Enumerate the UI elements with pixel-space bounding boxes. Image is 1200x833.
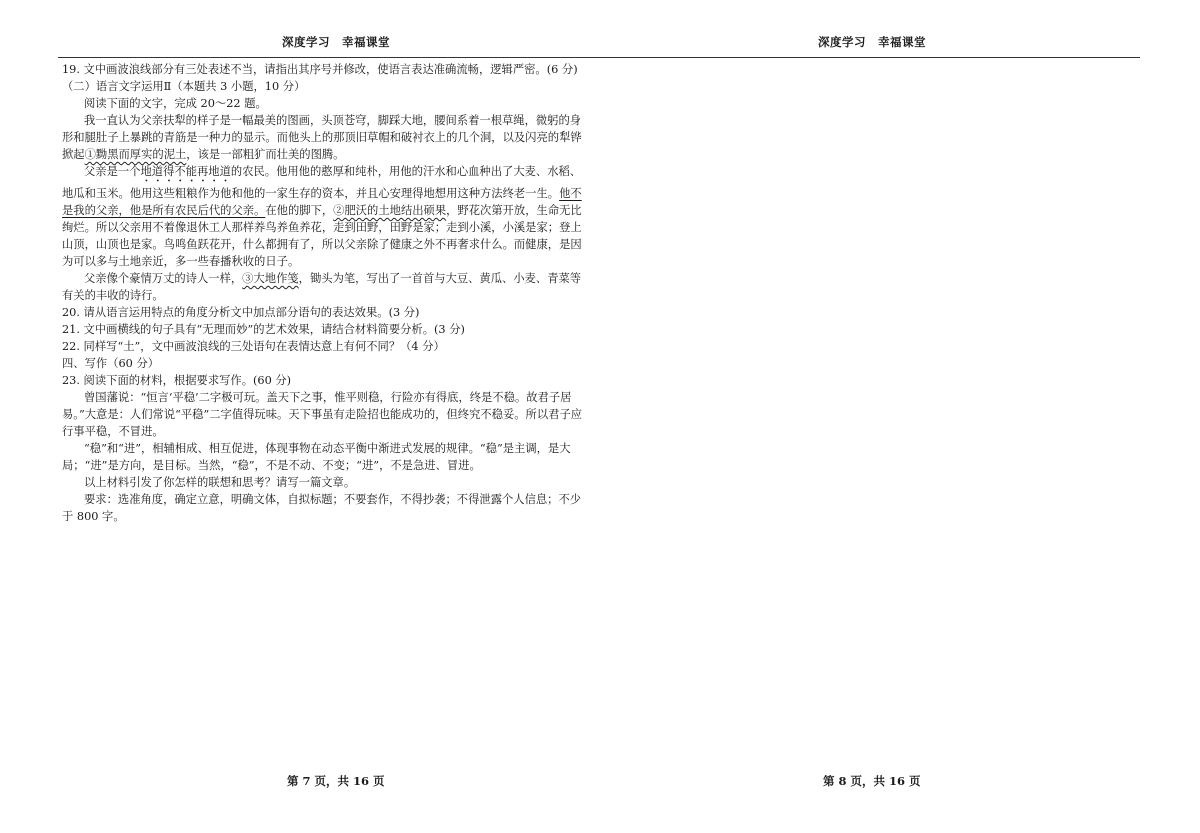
section-heading-writing: 四、写作（60 分） xyxy=(62,357,160,370)
passage-text: 父亲像个豪情万丈的诗人一样， xyxy=(84,272,243,285)
question-19: 19. 文中画波浪线部分有三处表述不当，请指出其序号并修改，使语言表达准确流畅，逻辑严密。(6 分) xyxy=(62,63,578,76)
wavy-underlined-phrase-1: ①黝黑而厚实的泥土 xyxy=(84,148,187,161)
section-heading-language-use-2: （二）语言文字运用Ⅱ（本题共 3 小题，10 分） xyxy=(62,80,306,93)
wavy-underlined-phrase-2: ②肥沃的土地结出硕果 xyxy=(333,204,447,217)
material-paragraph-2: “稳”和“进”，相辅相成、相互促进，体现事物在动态平衡中渐进式发展的规律。“稳”是主调，是大局；“进”是方向，是目标。当然，“稳”，不是不动、不变；“进”，不是急进、冒进。 xyxy=(62,442,571,472)
header-divider xyxy=(58,57,1140,58)
writing-requirements: 要求：选准角度，确定立意，明确文体，自拟标题；不要套作，不得抄袭；不得泄露个人信息；不少于 800 字。 xyxy=(62,493,582,523)
passage-text: ，该是一部粗犷而壮美的图腾。 xyxy=(186,148,345,161)
page-header-right: 深度学习 幸福课堂 xyxy=(818,35,926,49)
question-21: 21. 文中画横线的句子具有“无理而妙”的艺术效果，请结合材料简要分析。(3 分) xyxy=(62,323,465,336)
question-22: 22. 同样写“土”，文中画波浪线的三处语句在表情达意上有何不同？（4 分） xyxy=(62,340,445,353)
passage-text: ，锄头为笔，写出了一首首与大豆、黄瓜、小麦、青菜等有关的丰收的诗行。 xyxy=(62,272,582,302)
passage-paragraph-1 xyxy=(62,112,590,163)
writing-prompt: 以上材料引发了你怎样的联想和思考？请写一篇文章。 xyxy=(84,476,356,489)
passage-paragraph-2 xyxy=(62,163,590,270)
material-paragraph-1: 曾国藩说：“恒言‘平稳’二字极可玩。盖天下之事，惟平则稳，行险亦有得底，终是不稳。故君子居易。”大意是：人们常说“平稳”二字值得玩味。天下事虽有走险招也能成功的，但终究不稳妥。所以君子应行事平稳，不冒进。 xyxy=(62,391,583,438)
passage-text: 的农民。他用他的憨厚和纯朴，用他的汗水和心血种出了大麦、水稻、地瓜和玉米。他用这些粗粮作为他和他的一家生存的资本，并且心安理得地想用这种方法终老一生。 xyxy=(62,165,582,200)
page-number-right: 第 8 页，共 16 页 xyxy=(823,774,921,788)
left-column-content xyxy=(62,61,590,525)
question-23: 23. 阅读下面的材料，根据要求写作。(60 分) xyxy=(62,374,292,387)
passage-text: ，野花次第开放，生命无比绚烂。所以父亲用不着像退休工人那样养鸟养鱼养花，走到田野，田野是家；走到小溪，小溪是家；登上山顶，山顶也是家。鸟鸣鱼跃花开，什么都拥有了，所以父亲除了健康之外不再奢求什么。而健康，是因为可以多与土地亲近，多一些春播秋收的日子。 xyxy=(62,204,582,268)
underlined-sentence: 他不是我的父亲，他是所有农民后代的父亲。 xyxy=(62,187,582,217)
page-number-left: 第 7 页，共 16 页 xyxy=(287,774,385,788)
page-header-left: 深度学习 幸福课堂 xyxy=(282,35,390,49)
dotted-emphasis-phrase: 地道得不能再地道 xyxy=(140,165,231,178)
wavy-underlined-phrase-3: ③大地作笺 xyxy=(242,272,299,285)
passage-text: 我一直认为父亲扶犁的样子是一幅最美的图画，头顶苍穹，脚踩大地，腰间系着一根草绳，微躬的身形和腿肚子上暴跳的青筋是一种力的显示。而他头上的那顶旧草帽和破衬衣上的几个洞，以及闪亮的犁铧掀起 xyxy=(62,114,582,161)
passage-text: 父亲是一个 xyxy=(84,165,141,178)
passage-text: 在他的脚下， xyxy=(265,204,334,217)
question-20: 20. 请从语言运用特点的角度分析文中加点部分语句的表达效果。(3 分) xyxy=(62,306,420,319)
reading-instruction: 阅读下面的文字，完成 20～22 题。 xyxy=(84,97,267,110)
passage-paragraph-3 xyxy=(62,270,590,304)
